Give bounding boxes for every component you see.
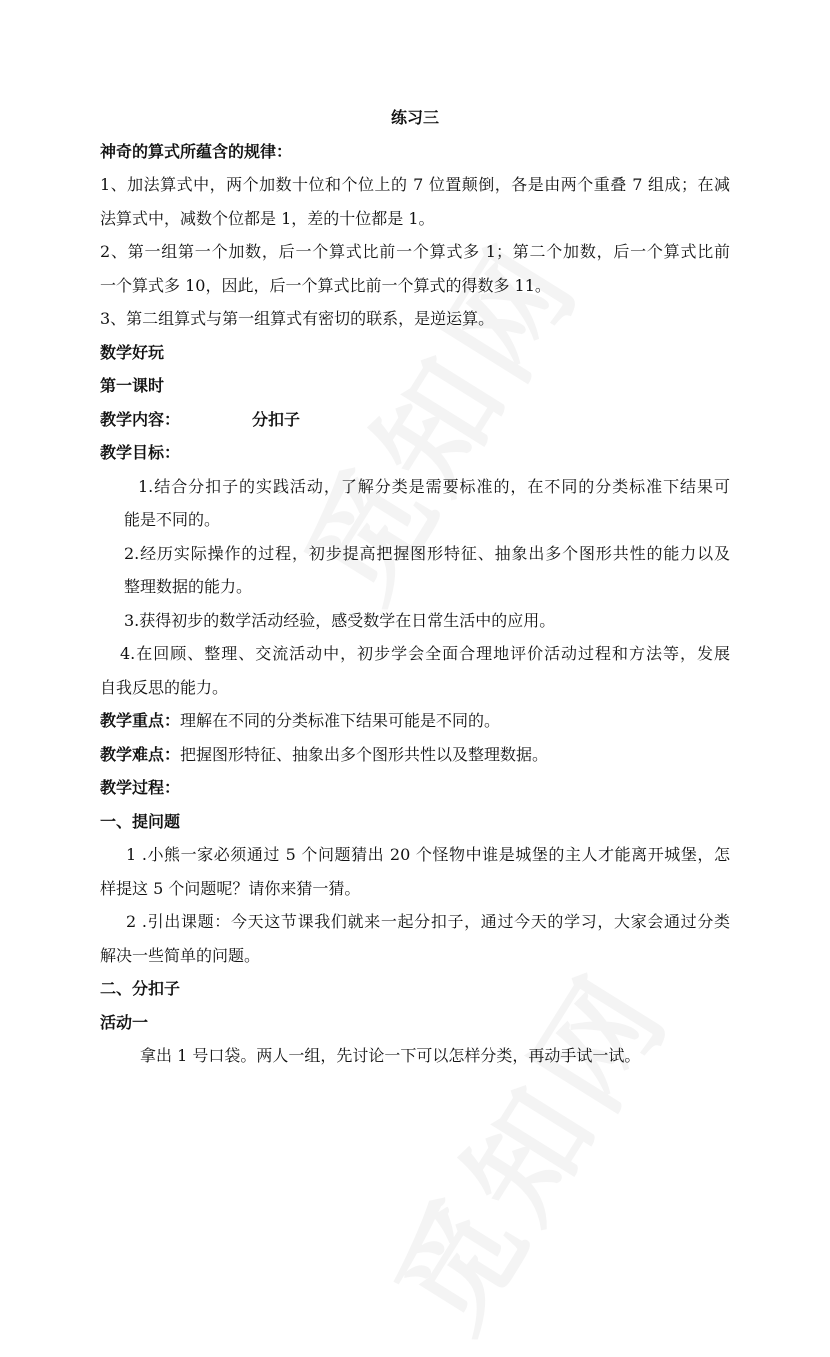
goal-1-line-2: 能是不同的。 [124,510,221,529]
rule-2-line-2: 一个算式多 10，因此，后一个算式比前一个算式的得数多 11。 [100,275,551,295]
teaching-content [100,403,730,437]
rule-2-line-1: 2、第一组第一个加数，后一个算式比前一个算式多 1；第二个加数，后一个算式比前 [100,242,730,261]
page-title: 练习三 [390,108,439,127]
part1-item-1-line-1: 1 .小熊一家必须通过 5 个问题猜出 20 个怪物中谁是城堡的主人才能离开城堡，怎 [126,845,730,864]
rule-3: 3、第二组算式与第一组算式有密切的联系，是逆运算。 [100,309,495,328]
difficulty-value: 把握图形特征、抽象出多个图形共性以及整理数据。 [180,744,549,764]
teaching-difficulty [100,738,730,772]
part1-item-1-line-2: 样提这 5 个问题呢？请你来猜一猜。 [100,878,361,898]
key-label: 教学重点： [100,711,181,730]
document-page [100,101,730,1073]
goal-4-line-2: 自我反思的能力。 [100,677,229,697]
goals-heading: 教学目标： [100,443,181,462]
activity-heading: 活动一 [100,1012,149,1032]
lesson-heading: 第一课时 [100,376,165,395]
section-heading: 数学好玩 [100,342,165,362]
goal-2-line-1: 2.经历实际操作的过程，初步提高把握图形特征、抽象出多个图形共性的能力以及 [124,543,730,563]
part1-item-2-line-1: 2 .引出课题：今天这节课我们就来一起分扣子，通过今天的学习，大家会通过分类 [126,912,730,931]
rule-1-line-2: 法算式中，减数个位都是 1，差的十位都是 1。 [100,208,435,228]
teaching-key [100,704,730,738]
part1-heading: 一、提问题 [100,811,181,831]
part2-heading: 二、分扣子 [100,979,181,998]
content-label: 教学内容： [100,409,181,429]
difficulty-label: 教学难点： [100,744,181,764]
part1-item-2-line-2: 解决一些简单的问题。 [100,945,261,965]
rules-heading: 神奇的算式所蕴含的规律： [100,141,293,161]
activity-text: 拿出 1 号口袋。两人一组，先讨论一下可以怎样分类，再动手试一试。 [140,1046,641,1065]
goal-1-line-1: 1.结合分扣子的实践活动，了解分类是需要标准的，在不同的分类标准下结果可 [138,476,730,496]
goal-2-line-2: 整理数据的能力。 [124,577,253,596]
goal-3: 3.获得初步的数学活动经验，感受数学在日常生活中的应用。 [124,610,556,630]
content-value: 分扣子 [252,409,301,429]
goal-4-line-1: 4.在回顾、整理、交流活动中，初步学会全面合理地评价活动过程和方法等，发展 [120,644,730,663]
process-heading: 教学过程： [100,778,181,797]
rule-1-line-1: 1、加法算式中，两个加数十位和个位上的 7 位置颠倒，各是由两个重叠 7 组成；在减 [100,175,730,194]
key-value: 理解在不同的分类标准下结果可能是不同的。 [180,711,501,730]
